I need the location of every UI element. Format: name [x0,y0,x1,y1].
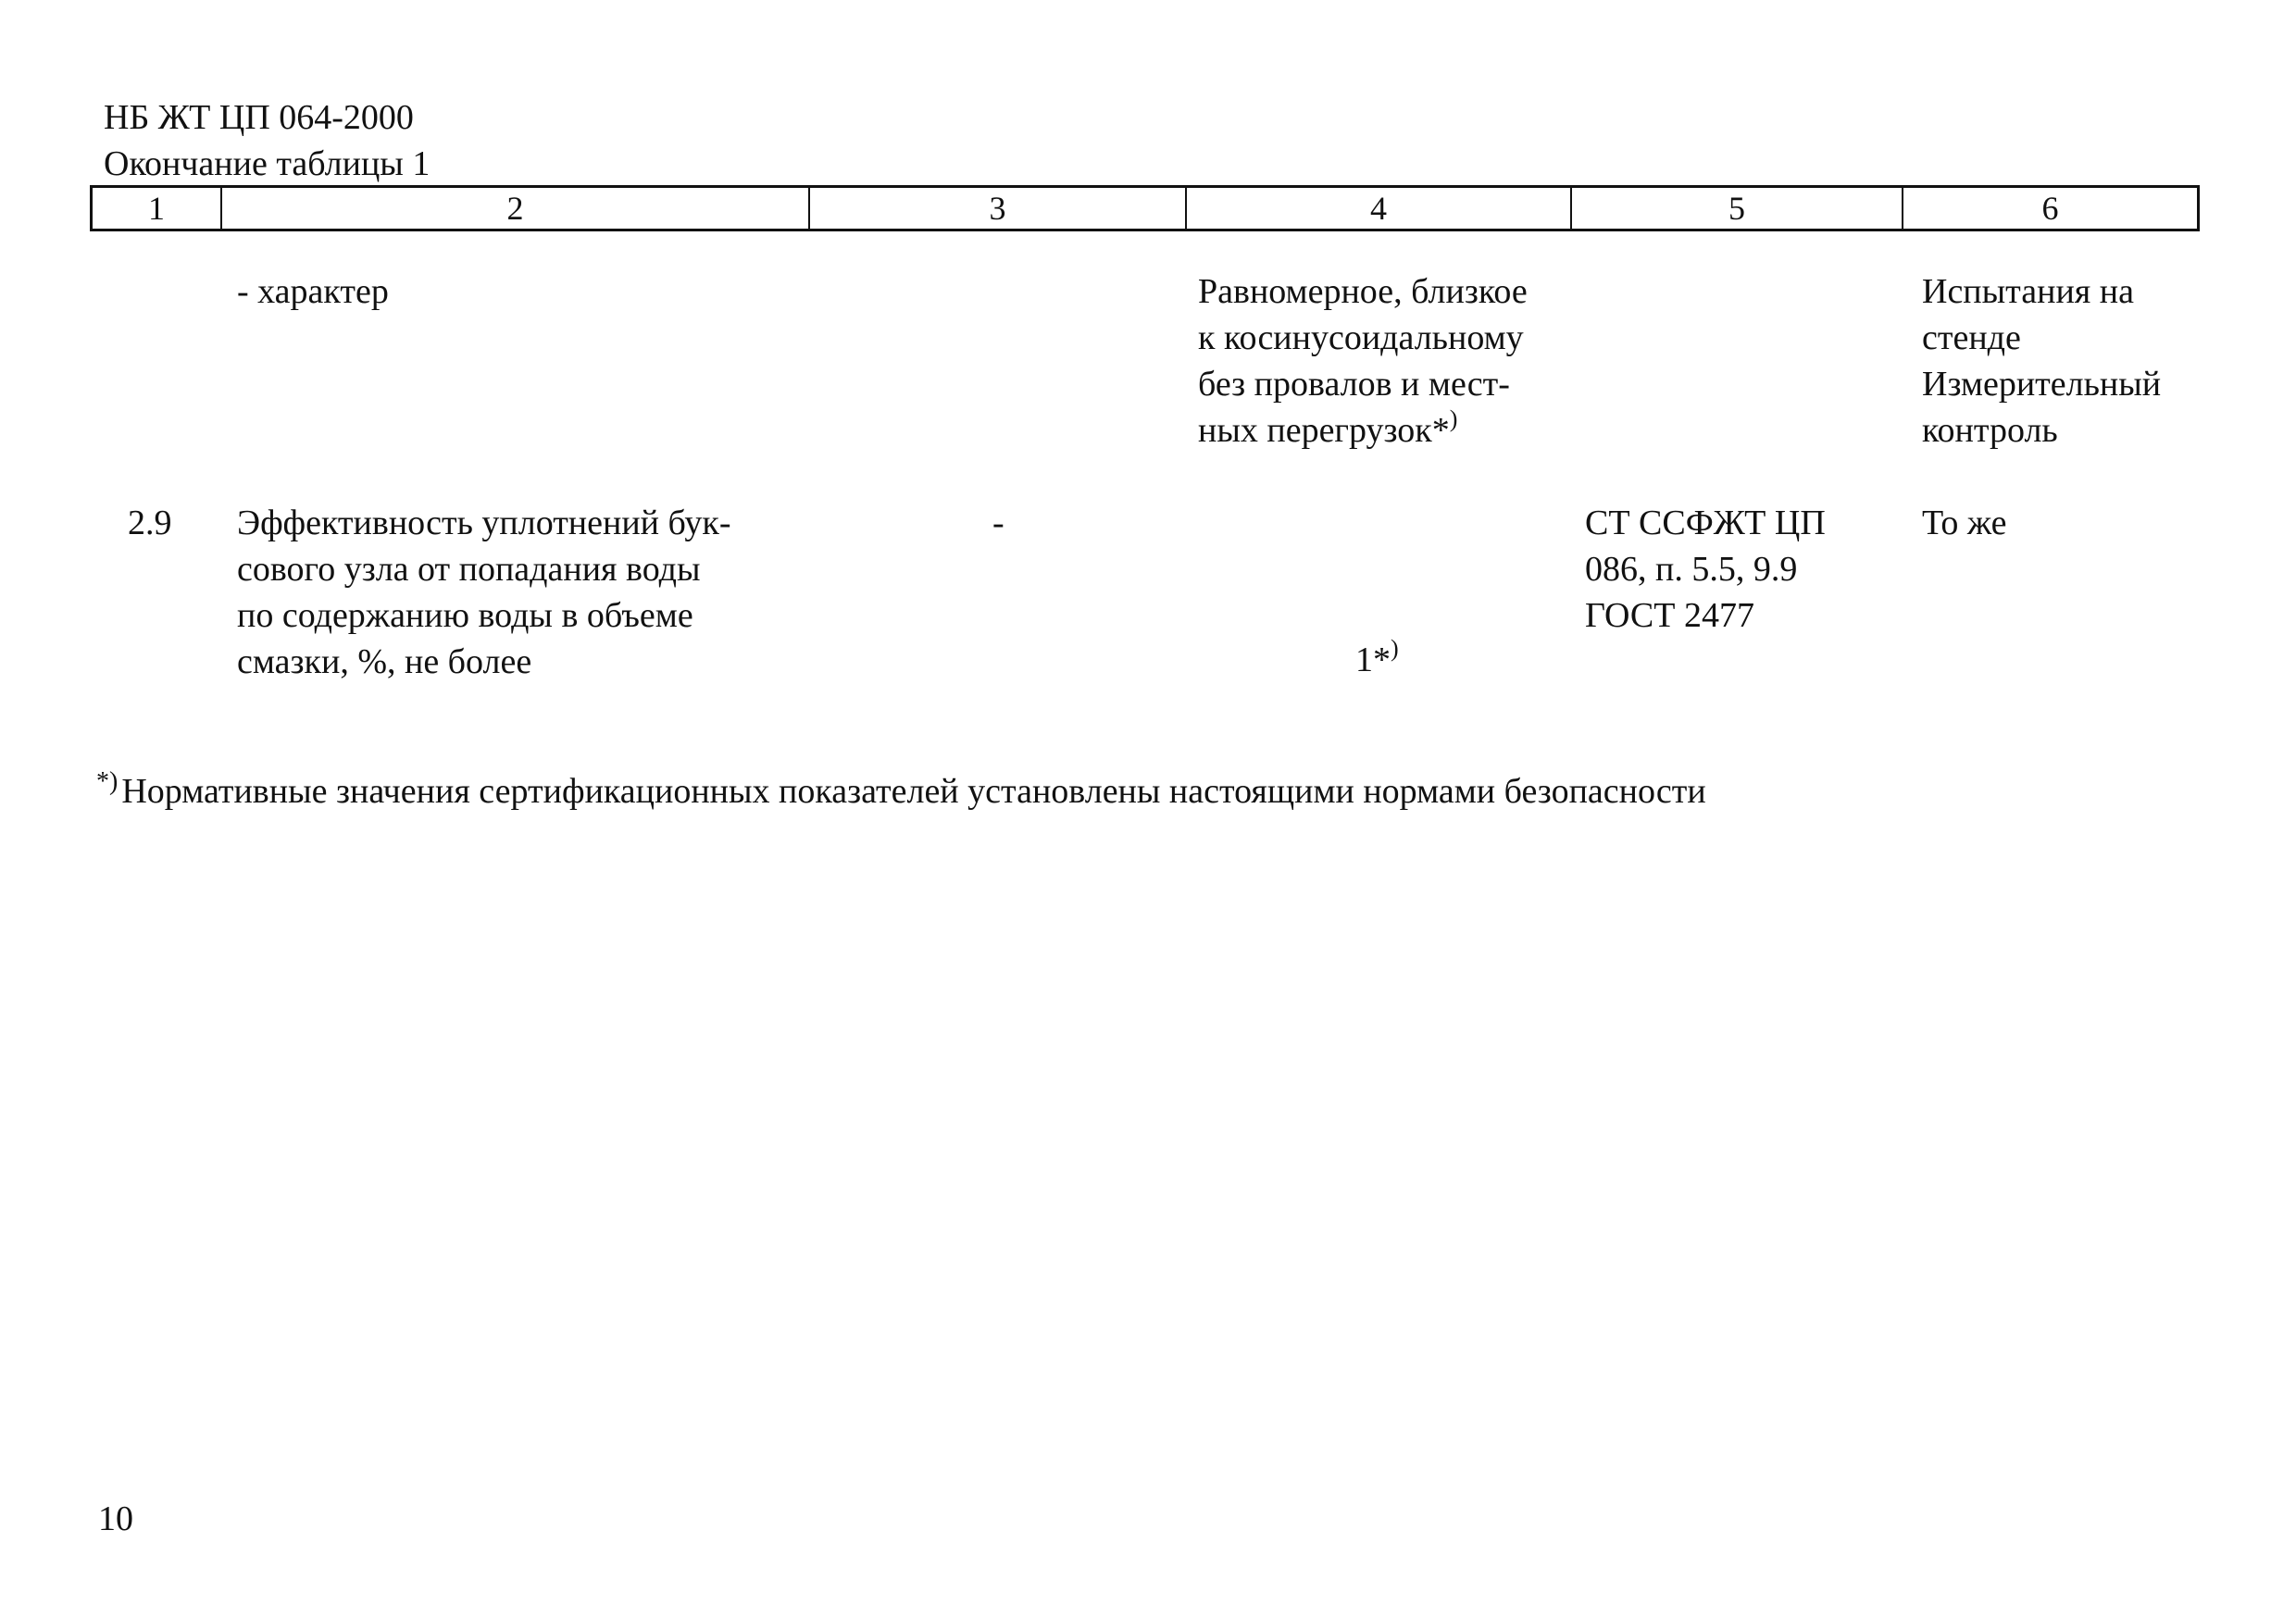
row2-number: 2.9 [128,504,172,542]
row2-standard-line: СТ ССФЖТ ЦП [1585,504,1826,542]
row2-standard [1585,500,1826,639]
row2-norm-value [1355,637,1399,687]
page-number: 10 [98,1499,133,1538]
row1-method-line: Испытания на [1922,272,2134,311]
footnote-mark: *) [96,767,119,796]
footnote-text: Нормативные значения сертификационных показателей установлены настоящими нормами безопасности [121,772,1706,811]
row2-standard-line: ГОСТ 2477 [1585,596,1754,635]
row2-unit: - [992,504,1004,542]
row1-method [1922,268,2161,454]
header-col-3: 3 [810,188,1187,229]
row1-method-line: стенде [1922,318,2021,357]
row1-norm-line-last [1198,407,1528,457]
document-code: НБ ЖТ ЦП 064-2000 [104,98,414,137]
row1-norm-text: ных перегрузок* [1198,411,1450,450]
header-col-2: 2 [222,188,810,229]
row2-standard-line: 086, п. 5.5, 9.9 [1585,550,1798,589]
row1-norm-line: без провалов и мест- [1198,365,1510,404]
row1-norm [1198,268,1528,457]
row2-parameter-line: Эффективность уплотнений бук- [237,504,731,542]
table-caption: Окончание таблицы 1 [104,144,430,183]
header-col-5: 5 [1572,188,1903,229]
row1-norm-footnote-ref: ) [1449,405,1458,432]
row2-parameter [237,500,731,685]
row1-parameter [237,268,389,315]
row1-method-line: контроль [1922,411,2058,450]
row2-method-line: То же [1922,504,2007,542]
row1-method-line: Измерительный [1922,365,2162,404]
row1-norm-line: к косинусоидальному [1198,318,1524,357]
row2-method [1922,500,2006,546]
row2-parameter-line: сового узла от попадания воды [237,550,701,589]
table-header-row [90,185,2200,231]
header-col-6: 6 [2041,190,2059,227]
row2-parameter-line: смазки, %, не более [237,642,532,681]
footnote [96,768,1706,818]
row1-norm-line: Равномерное, близкое [1198,272,1528,311]
row2-norm-footnote-ref: ) [1391,635,1399,662]
row1-parameter-line: - характер [237,272,389,311]
header-col-1: 1 [93,188,222,229]
row2-parameter-line: по содержанию воды в объеме [237,596,693,635]
header-col-4: 4 [1187,188,1572,229]
row2-norm-text: 1* [1355,641,1391,679]
